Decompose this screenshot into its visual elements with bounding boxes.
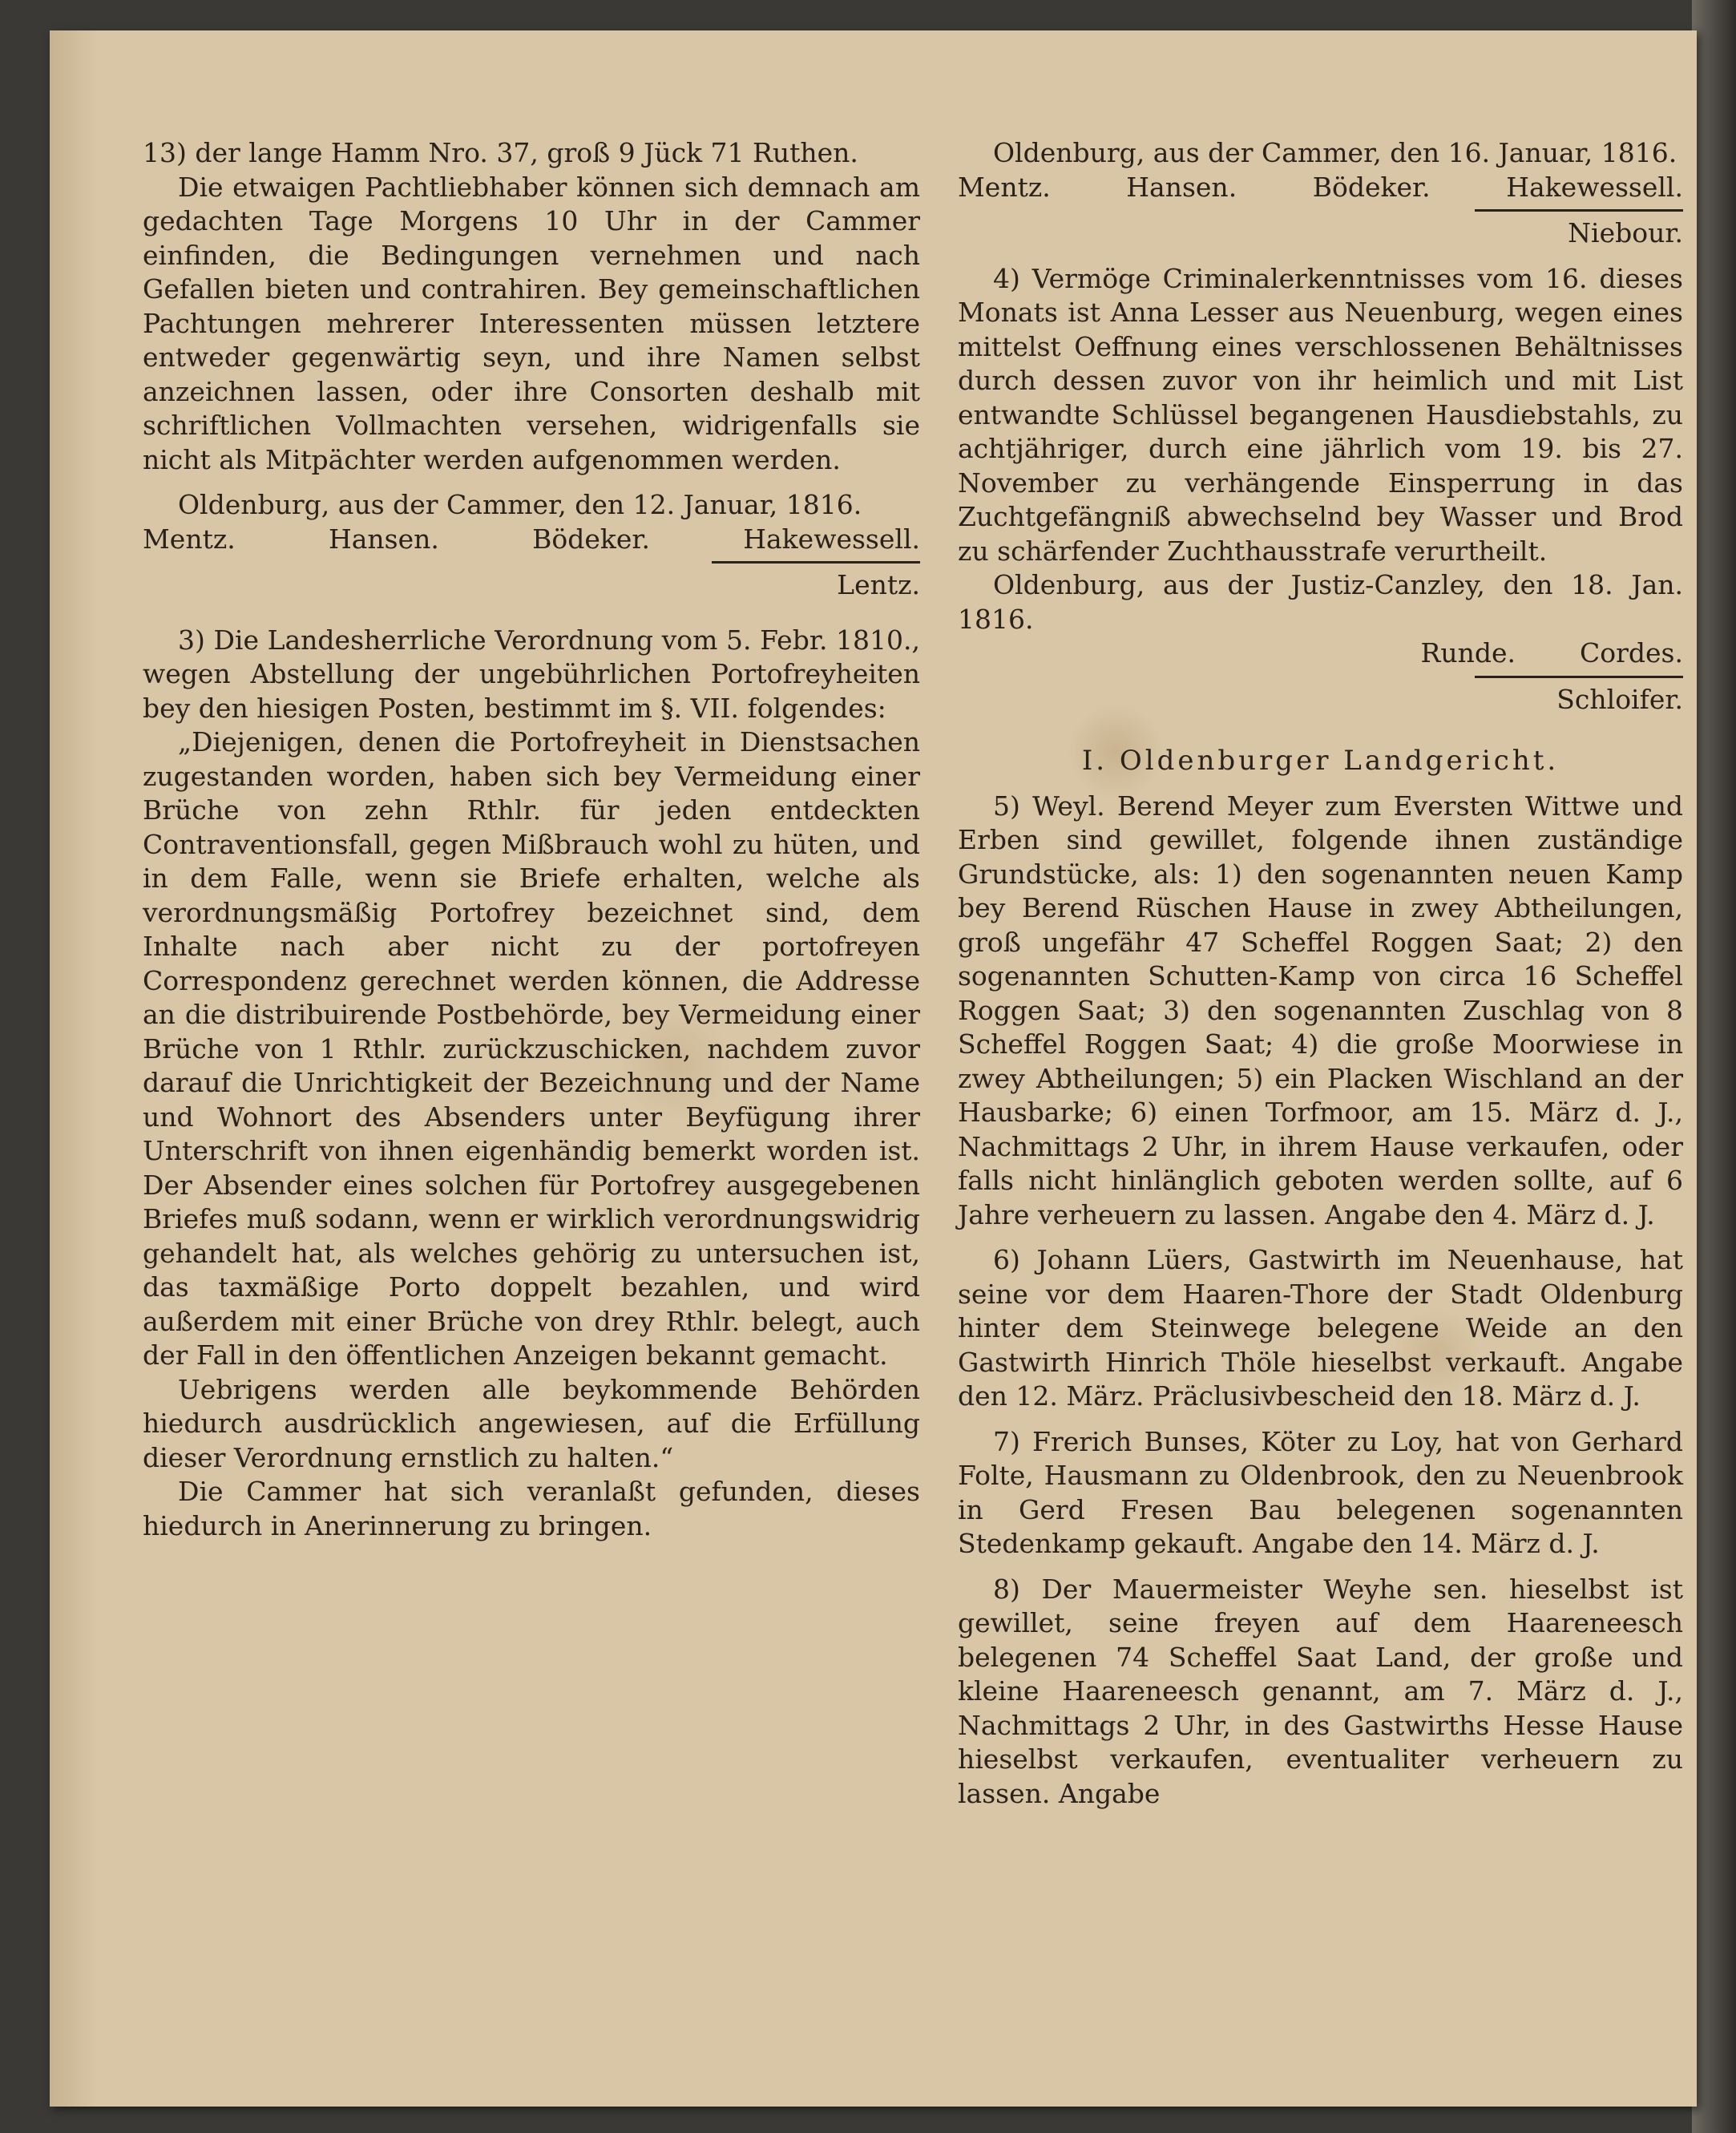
closing-paragraph: Die Cammer hat sich veranlaßt gefunden, dieses hiedurch in Anerinnerung zu bringen. bbox=[143, 1476, 920, 1541]
section-heading: I. Oldenburger Landgericht. bbox=[1081, 745, 1560, 777]
signature: Mentz. bbox=[958, 171, 1051, 203]
signature-rule bbox=[712, 561, 920, 564]
signature-rule bbox=[1475, 676, 1683, 678]
left-column bbox=[143, 136, 920, 1543]
signature-niebour: Niebour. bbox=[1568, 217, 1683, 248]
signature: Hansen. bbox=[328, 523, 439, 555]
item-5: 5) Weyl. Berend Meyer zum Eversten Wittwe und Erben sind gewillet, folgende ihnen zuständige Grundstücke, als: 1) den sogenannten neuen Kamp bey Berend Rüschen Hause in zwey Abtheilungen, groß ungefähr 47 Scheffel Roggen Saat; 2) den sogenannten Schutten-Kamp von circa 16 Scheffel Roggen Saat; 3) den sogenannten Zuschlag von 8 Scheffel Roggen Saat; 4) die große Moorwiese in zwey Abtheilungen; 5) ein Placken Wischland an der Hausbarke; 6) einen Torfmoor, am 15. März d. J., Nachmittags 2 Uhr, in ihrem Hause verkaufen, oder falls nicht hinlänglich geboten werden sollte, auf 6 Jahre verheuern zu lassen. Angabe den 4. März d. J. bbox=[958, 790, 1683, 1230]
item-8: 8) Der Mauermeister Weyhe sen. hieselbst ist gewillet, seine freyen auf dem Haareneesch belegenen 74 Scheffel Saat Land, der große und kleine Haareneesch genannt, am 7. März d. J., Nachmittags 2 Uhr, in des Gastwirths Hesse Hause hieselbst verkaufen, eventualiter verheuern zu lassen. Angabe bbox=[958, 1573, 1683, 1809]
signature: Mentz. bbox=[143, 523, 236, 555]
signatures-left bbox=[143, 523, 920, 557]
item-4: 4) Vermöge Criminalerkenntnisses vom 16. dieses Monats ist Anna Lesser aus Neuenburg, wegen eines mittelst Oeffnung eines verschlossenen Behältnisses durch dessen zuvor von ihr heimlich und mit List entwandte Schlüssel begangenen Hausdiebstahls, zu achtjähriger, durch eine jährlich vom 19. bis 27. November zu verhängende Einsperrung in das Zuchtgefängniß abwechselnd bey Wasser und Brod zu schärfender Zuchthausstrafe verurtheilt. bbox=[958, 262, 1683, 567]
book-edge bbox=[1692, 0, 1736, 2133]
dateline-justice: Oldenburg, aus der Justiz-Canzley, den 18. Jan. 1816. bbox=[958, 569, 1683, 635]
right-column bbox=[958, 136, 1683, 1811]
signature: Bödeker. bbox=[1312, 171, 1431, 203]
signature: Hansen. bbox=[1126, 171, 1237, 203]
signature: Runde. bbox=[1420, 637, 1516, 669]
signatures-justice bbox=[958, 636, 1683, 671]
ordinance-quote: „Diejenigen, denen die Portofreyheit in Dienstsachen zugestanden worden, haben sich bey Vermeidung einer Brüche von zehn Rthlr. für jeden entdeckten Contraventionsfall, gegen Mißbrauch wohl zu hüten, und in dem Falle, wenn sie Briefe erhalten, welche als verordnungsmäßig Portofrey bezeichnet sind, dem Inhalte nach aber nicht zu der portofreyen Correspondenz gerechnet werden können, die Addresse an die distribuirende Postbehörde, bey Vermeidung einer Brüche von 1 Rthlr. zurückzuschicken, nachdem zuvor darauf die Unrichtigkeit der Bezeichnung und der Name und Wohnort des Absenders unter Beyfügung ihrer Unterschrift von ihnen eigenhändig bemerkt worden ist. Der Absender eines solchen für Portofrey ausgegebenen Briefes muß sodann, wenn er wirklich verordnungswidrig gehandelt hat, als welches gehörig zu untersuchen ist, das taxmäßige Porto doppelt bezahlen, und wird außerdem mit einer Brüche von drey Rthlr. belegt, auch der Fall in den öffentlichen Anzeigen bekannt gemacht. bbox=[143, 726, 920, 1371]
signature-rule bbox=[1475, 209, 1683, 212]
signature: Bödeker. bbox=[532, 523, 651, 555]
signature-lentz: Lentz. bbox=[837, 569, 920, 600]
ordinance-quote-end: Uebrigens werden alle beykommende Behörden hiedurch ausdrücklich angewiesen, auf die Erfüllung dieser Verordnung ernstlich zu halten.“ bbox=[143, 1373, 920, 1473]
signatures-right bbox=[958, 171, 1683, 205]
item-13: 13) der lange Hamm Nro. 37, groß 9 Jück 71 Ruthen. bbox=[143, 137, 858, 168]
tenancy-paragraph: Die etwaigen Pachtliebhaber können sich demnach am gedachten Tage Morgens 10 Uhr in der Cammer einfinden, die Bedingungen vernehmen und nach Gefallen bieten und contrahiren. Bey gemeinschaftlichen Pachtungen mehrerer Interessenten müssen letztere entweder gegenwärtig seyn, und ihre Namen selbst anzeichnen lassen, oder ihre Consorten deshalb mit schriftlichen Vollmachten versehen, widrigenfalls sie nicht als Mitpächter werden aufgenommen werden. bbox=[143, 171, 920, 475]
item-3: 3) Die Landesherrliche Verordnung vom 5. Febr. 1810., wegen Abstellung der ungebührlichen Portofreyheiten bey den hiesigen Posten, bestimmt im §. VII. folgendes: bbox=[143, 624, 920, 724]
item-7: 7) Frerich Bunses, Köter zu Loy, hat von Gerhard Folte, Hausmann zu Oldenbrook, den zu Neuenbrook in Gerd Fresen Bau belegenen sogenannten Stedenkamp gekauft. Angabe den 14. März d. J. bbox=[958, 1425, 1683, 1559]
signature: Cordes. bbox=[1580, 637, 1683, 669]
signature: Hakewessell. bbox=[1506, 171, 1683, 203]
dateline-right: Oldenburg, aus der Cammer, den 16. Januar, 1816. bbox=[993, 137, 1677, 168]
signature: Hakewessell. bbox=[743, 523, 920, 555]
signature-schloifer: Schloifer. bbox=[1556, 683, 1683, 715]
dateline-left: Oldenburg, aus der Cammer, den 12. Januar, 1816. bbox=[178, 489, 862, 520]
item-6: 6) Johann Lüers, Gastwirth im Neuenhause, hat seine vor dem Haaren-Thore der Stadt Oldenburg hinter dem Steinwege belegene Weide an den Gastwirth Hinrich Thöle hieselbst verkauft. Angabe den 12. März. Präclusivbescheid den 18. März d. J. bbox=[958, 1244, 1683, 1412]
